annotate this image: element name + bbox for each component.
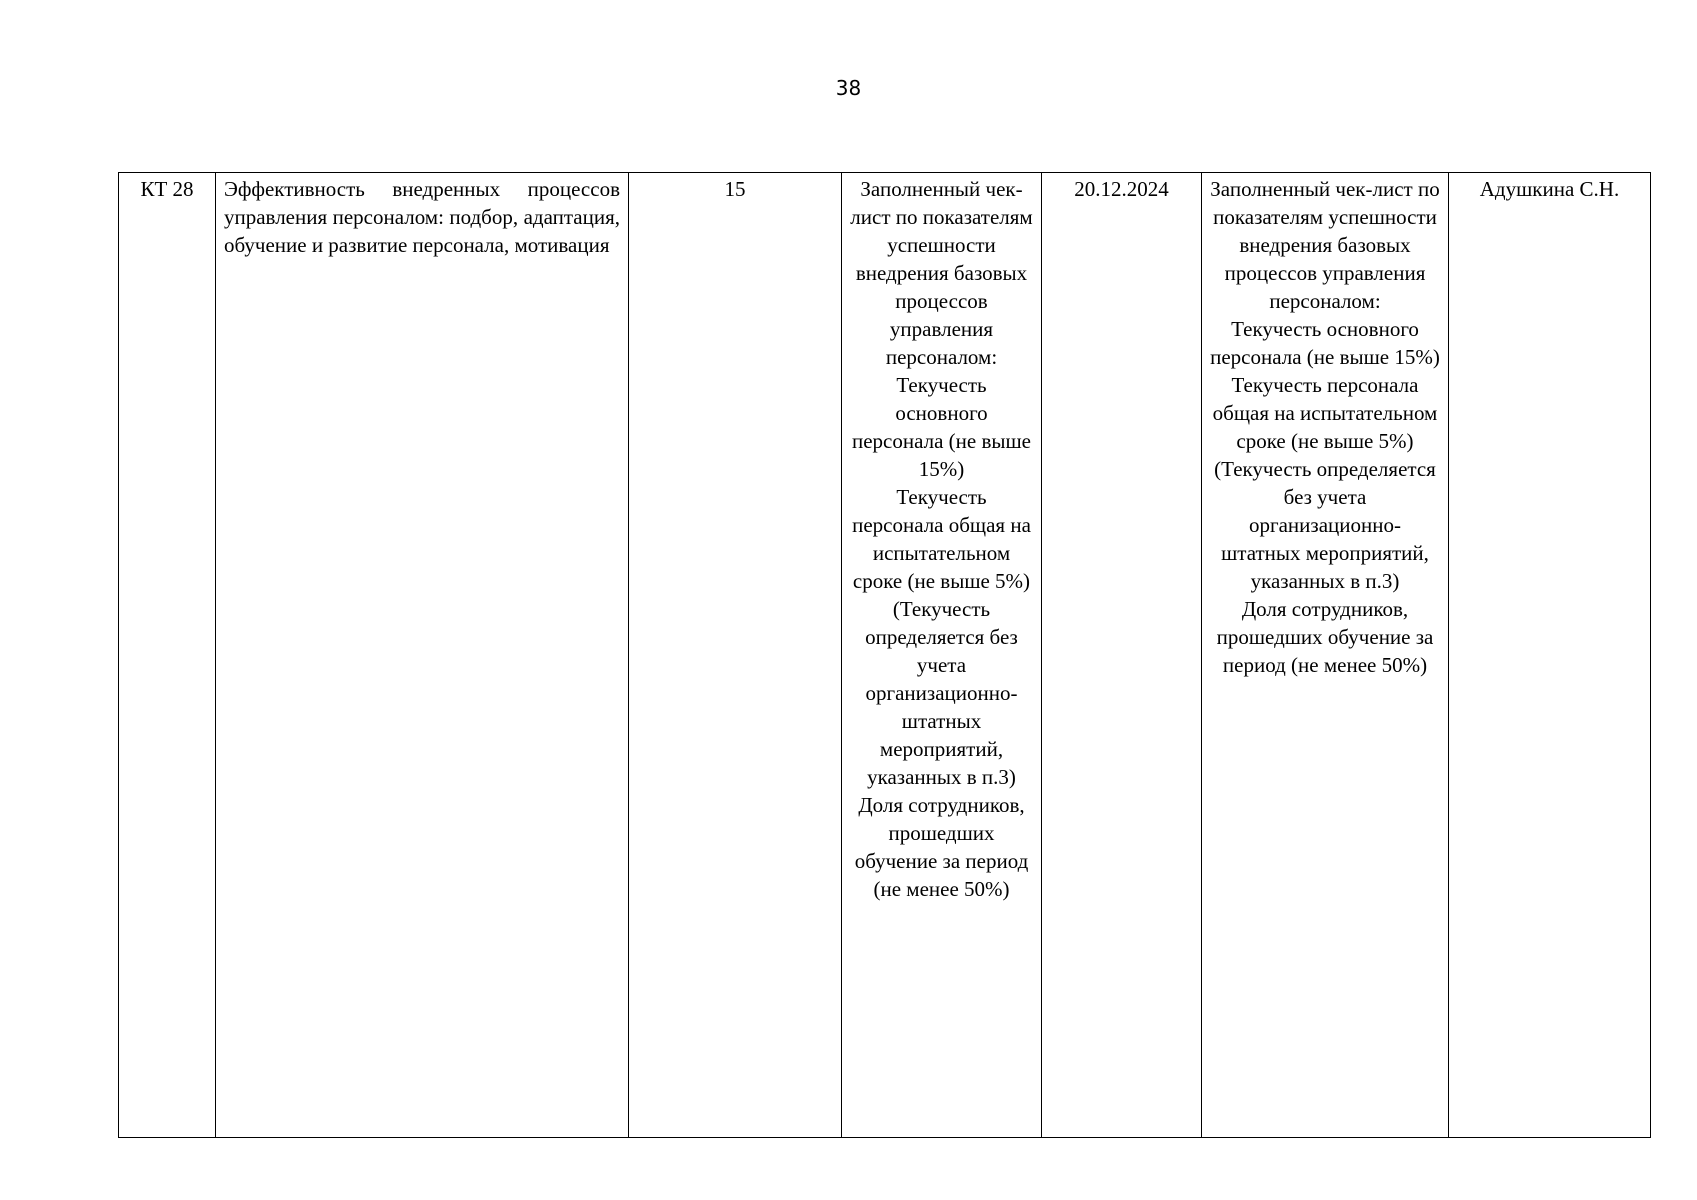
table-row — [119, 173, 1651, 1138]
criteria-line: Доля сотрудников, прошедших обучение за период (не менее 50%) — [1216, 597, 1434, 677]
criteria-line: Текучесть персонала общая на испытательном сроке (не выше 5%) — [1212, 373, 1438, 453]
result-line: Заполненный чек-лист по показателям успешности внедрения базовых процессов управления персоналом: — [850, 177, 1033, 369]
result-line: (Текучесть определяется без учета организационно-штатных мероприятий, указанных в п.3) — [865, 597, 1018, 789]
result-line: Текучесть персонала общая на испытательном сроке (не выше 5%) — [852, 485, 1031, 593]
control-point-result — [842, 173, 1042, 1138]
control-point-weight: 15 — [629, 173, 842, 1138]
control-point-name: Эффективность внедренных процессов управления персоналом: подбор, адаптация, обучение и развитие персонала, мотивация — [216, 173, 629, 1138]
criteria-line: Заполненный чек-лист по показателям успешности внедрения базовых процессов управления персоналом: — [1210, 177, 1440, 313]
page-number: 38 — [835, 76, 862, 100]
criteria-line: Текучесть основного персонала (не выше 15%) — [1210, 317, 1440, 369]
control-point-date: 20.12.2024 — [1042, 173, 1202, 1138]
control-point-responsible: Адушкина С.Н. — [1449, 173, 1651, 1138]
criteria-line: (Текучесть определяется без учета организационно-штатных мероприятий, указанных в п.3) — [1214, 457, 1436, 593]
control-point-criteria — [1202, 173, 1449, 1138]
result-line: Текучесть основного персонала (не выше 15%) — [852, 373, 1031, 481]
control-point-id: КТ 28 — [119, 173, 216, 1138]
control-point-table — [118, 172, 1651, 1138]
result-line: Доля сотрудников, прошедших обучение за период (не менее 50%) — [854, 793, 1029, 901]
